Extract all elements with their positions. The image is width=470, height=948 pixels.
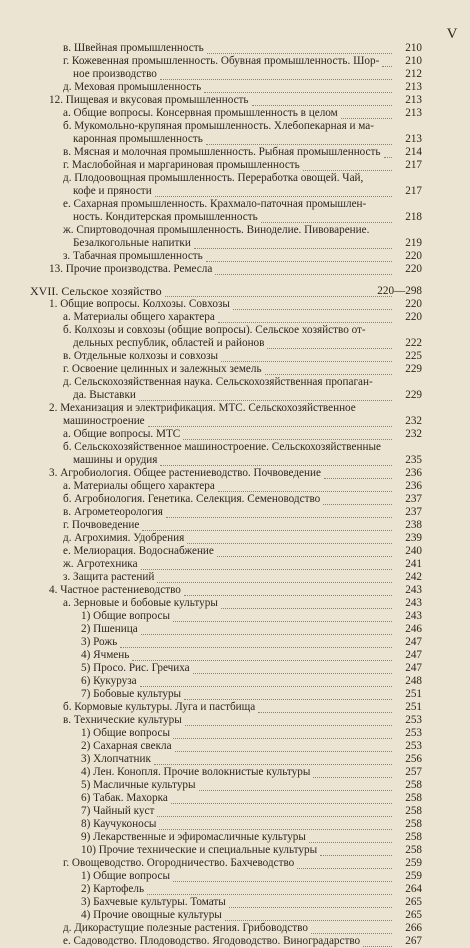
toc-entry — [0, 584, 470, 597]
toc-entry — [0, 224, 470, 237]
toc-entry — [0, 571, 470, 584]
toc-page-number: 264 — [405, 883, 422, 895]
toc-entry-title: XVII. Сельское хозяйство — [30, 284, 162, 298]
dotted-leader — [217, 556, 392, 557]
toc-entry-title: а. Материалы общего характера — [63, 311, 215, 323]
toc-entry-title: кофе и пряности — [73, 185, 152, 197]
toc-entry — [0, 94, 470, 107]
toc-page-number: 256 — [405, 753, 422, 765]
toc-entry-title: 8) Каучуконосы — [81, 818, 157, 830]
toc-page-number: 220 — [405, 298, 422, 310]
dotted-leader — [160, 79, 392, 80]
toc-entry — [0, 441, 470, 454]
toc-entry-title: 1) Общие вопросы — [81, 870, 170, 882]
dotted-leader — [173, 738, 392, 739]
dotted-leader — [132, 660, 392, 661]
dotted-leader — [142, 530, 392, 531]
toc-page-number: 213 — [405, 133, 422, 145]
page-number: V — [446, 26, 458, 42]
toc-entry — [0, 298, 470, 311]
toc-page-number: 258 — [405, 779, 422, 791]
dotted-leader — [193, 673, 392, 674]
dotted-leader — [160, 465, 392, 466]
toc-entry — [0, 133, 470, 146]
toc-page-number: 253 — [405, 727, 422, 739]
toc-page-number: 258 — [405, 792, 422, 804]
toc-entry — [0, 350, 470, 363]
toc-page-number: 239 — [405, 532, 422, 544]
toc-entry-title: ность. Кондитерская промышленность — [73, 211, 258, 223]
dotted-leader — [265, 374, 392, 375]
dotted-leader — [303, 170, 392, 171]
toc-entry — [0, 402, 470, 415]
toc-page-number: 219 — [405, 237, 422, 249]
toc-entry-title: 3) Хлопчатник — [81, 753, 151, 765]
toc-page-number: 258 — [405, 831, 422, 843]
dotted-leader — [225, 920, 392, 921]
toc-page-number: 213 — [405, 94, 422, 106]
toc-entry-title: г. Овощеводство. Огородничество. Бахчеводство — [63, 857, 295, 869]
toc-entry-title: е. Мелиорация. Водоснабжение — [63, 545, 214, 557]
dotted-leader — [120, 647, 392, 648]
toc-entry — [0, 493, 470, 506]
toc-page-number: 251 — [405, 688, 422, 700]
toc-entry-title: 7) Бобовые культуры — [81, 688, 182, 700]
dotted-leader — [157, 582, 392, 583]
dotted-leader — [141, 569, 392, 570]
toc-entry-title: б. Агробиология. Генетика. Селекция. Семеноводство — [63, 493, 321, 505]
toc-entry — [0, 623, 470, 636]
toc-entry — [0, 389, 470, 402]
toc-section-row — [0, 285, 470, 298]
toc-entry-title: 3. Агробиология. Общее растениеводство. Почвоведение — [49, 467, 321, 479]
toc-page-number: 232 — [405, 428, 422, 440]
toc-entry — [0, 211, 470, 224]
toc-entry-title: 10) Прочие технические и специальные культуры — [81, 844, 318, 856]
toc-page-number: 242 — [405, 571, 422, 583]
dotted-leader — [171, 803, 392, 804]
toc-entry — [0, 337, 470, 350]
toc-entry — [0, 55, 470, 68]
toc-page-number: 236 — [405, 467, 422, 479]
toc-entry — [0, 792, 470, 805]
dotted-leader — [267, 348, 392, 349]
toc-entry — [0, 597, 470, 610]
toc-entry-title: Безалкогольные напитки — [73, 237, 191, 249]
toc-page-number: 217 — [405, 159, 422, 171]
dotted-leader — [199, 790, 392, 791]
toc-entry-title: в. Технические культуры — [63, 714, 182, 726]
toc-page-number: 222 — [405, 337, 422, 349]
toc-page-number: 217 — [405, 185, 422, 197]
toc-entry — [0, 831, 470, 844]
dotted-leader — [252, 105, 392, 106]
toc-entry — [0, 311, 470, 324]
dotted-leader — [206, 261, 392, 262]
dotted-leader — [194, 248, 392, 249]
toc-entry — [0, 922, 470, 935]
toc-page-number: 247 — [405, 636, 422, 648]
toc-entry-title: 3) Рожь — [81, 636, 118, 648]
toc-page-number: 237 — [405, 506, 422, 518]
toc-entry — [0, 740, 470, 753]
toc-entry-title: д. Сельскохозяйственная наука. Сельскохозяйственная пропаган- — [63, 376, 373, 388]
dotted-leader — [165, 296, 392, 297]
toc-page-number: 259 — [405, 857, 422, 869]
toc-page-number: 257 — [405, 766, 422, 778]
toc-entry-title: машиностроение — [63, 415, 145, 427]
toc-entry — [0, 688, 470, 701]
toc-page-number: 258 — [405, 818, 422, 830]
toc-entry — [0, 532, 470, 545]
toc-page-number: 246 — [405, 623, 422, 635]
toc-entry-title: дельных республик, областей и районов — [73, 337, 265, 349]
toc-entry — [0, 120, 470, 133]
toc-page-number: 213 — [405, 107, 422, 119]
toc-entry — [0, 818, 470, 831]
dotted-leader — [141, 634, 392, 635]
toc-entry-title: б. Кормовые культуры. Луга и пастбища — [63, 701, 256, 713]
toc-entry-title: 6) Табак. Махорка — [81, 792, 168, 804]
dotted-leader — [218, 491, 392, 492]
toc-entry-title: ж. Агротехника — [63, 558, 138, 570]
toc-entry-title: в. Мясная и молочная промышленность. Рыбная промышленность — [63, 146, 381, 158]
toc-entry-title: а. Общие вопросы. МТС — [63, 428, 181, 440]
toc-entry-title: 5) Просо. Рис. Гречиха — [81, 662, 190, 674]
dotted-leader — [258, 712, 392, 713]
toc-entry-title: 7) Чайный куст — [81, 805, 155, 817]
toc-entry-title: 9) Лекарственные и эфиромасличные культуры — [81, 831, 306, 843]
toc-entry-title: ж. Спиртоводочная промышленность. Виноделие. Пивоварение. — [63, 224, 370, 236]
toc-entry-title: ное производство — [73, 68, 157, 80]
toc-entry-title: в. Агрометеорология — [63, 506, 163, 518]
dotted-leader — [382, 66, 392, 67]
toc-entry — [0, 545, 470, 558]
dotted-leader — [139, 400, 392, 401]
toc-page-number: 240 — [405, 545, 422, 557]
toc-entry — [0, 779, 470, 792]
toc-entry-title: в. Швейная промышленность — [63, 42, 204, 54]
toc-page-number: 265 — [405, 909, 422, 921]
dotted-leader — [204, 92, 392, 93]
toc-page-number: 210 — [405, 55, 422, 67]
toc-entry — [0, 363, 470, 376]
dotted-leader — [233, 309, 392, 310]
toc-entry — [0, 610, 470, 623]
toc-entry — [0, 107, 470, 120]
toc-entry — [0, 805, 470, 818]
toc-entry-title: 4. Частное растениеводство — [49, 584, 181, 596]
toc-page-number: 243 — [405, 584, 422, 596]
dotted-leader — [324, 478, 392, 479]
toc-entry — [0, 172, 470, 185]
dotted-leader — [166, 517, 392, 518]
toc-entry — [0, 324, 470, 337]
toc-page-number: 214 — [405, 146, 422, 158]
toc-entry-title: 3) Бахчевые культуры. Томаты — [81, 896, 226, 908]
toc-entry — [0, 857, 470, 870]
toc-entry — [0, 185, 470, 198]
toc-entry-title: 5) Масличные культуры — [81, 779, 196, 791]
toc-entry-title: г. Почвоведение — [63, 519, 140, 531]
toc-page-number: 213 — [405, 81, 422, 93]
toc-entry-title: з. Защита растений — [63, 571, 155, 583]
toc-entry — [0, 883, 470, 896]
dotted-leader — [183, 439, 392, 440]
dotted-leader — [147, 894, 392, 895]
toc-entry — [0, 263, 470, 276]
dotted-leader — [184, 699, 392, 700]
toc-entry — [0, 870, 470, 883]
toc-entry-title: е. Сахарная промышленность. Крахмало-паточная промышлен- — [63, 198, 367, 210]
toc-entry-title: г. Освоение целинных и залежных земель — [63, 363, 262, 375]
toc-page-number: 248 — [405, 675, 422, 687]
toc-entry — [0, 519, 470, 532]
dotted-leader — [384, 157, 392, 158]
dotted-leader — [215, 274, 392, 275]
toc-entry-title: каронная промышленность — [73, 133, 203, 145]
toc-entry-title: з. Табачная промышленность — [63, 250, 203, 262]
toc-entry-title: машины и орудия — [73, 454, 158, 466]
toc-entry-title: да. Выставки — [73, 389, 136, 401]
toc-entry-title: д. Плодоовощная промышленность. Переработка овощей. Чай, — [63, 172, 364, 184]
toc-entry — [0, 675, 470, 688]
toc-entry-title: 2) Пшеница — [81, 623, 138, 635]
toc-page-number: 225 — [405, 350, 422, 362]
toc-page-number: 247 — [405, 662, 422, 674]
dotted-leader — [221, 361, 392, 362]
toc-page-number: 243 — [405, 597, 422, 609]
dotted-leader — [297, 868, 392, 869]
dotted-leader — [140, 686, 392, 687]
toc-entry-title: 4) Прочие овощные культуры — [81, 909, 222, 921]
toc-page-number: 236 — [405, 480, 422, 492]
toc-entry-title: б. Колхозы и совхозы (общие вопросы). Сельское хозяйство от- — [63, 324, 366, 336]
toc-entry-title: 6) Кукуруза — [81, 675, 137, 687]
toc-entry-title: д. Меховая промышленность — [63, 81, 202, 93]
dotted-leader — [207, 53, 392, 54]
toc-entry-title: б. Мукомольно-крупяная промышленность. Хлебопекарная и ма- — [63, 120, 374, 132]
toc-page-number: 212 — [405, 68, 422, 80]
toc-entry-title: 2. Механизация и электрификация. МТС. Сельскохозяйственное — [49, 402, 356, 414]
toc-entry — [0, 558, 470, 571]
toc-entry — [0, 727, 470, 740]
toc-entry — [0, 428, 470, 441]
toc-page-number: 220 — [405, 311, 422, 323]
toc-entry-title: 13. Прочие производства. Ремесла — [49, 263, 213, 275]
dotted-leader — [229, 907, 392, 908]
toc-entry-title: 1. Общие вопросы. Колхозы. Совхозы — [49, 298, 230, 310]
dotted-leader — [187, 543, 392, 544]
toc-entry — [0, 896, 470, 909]
toc-entry — [0, 68, 470, 81]
toc-page-number: 253 — [405, 714, 422, 726]
toc-entry — [0, 376, 470, 389]
dotted-leader — [154, 764, 392, 765]
toc-entry — [0, 250, 470, 263]
toc-entry — [0, 844, 470, 857]
toc-entry — [0, 766, 470, 779]
toc-page-number: 247 — [405, 649, 422, 661]
toc-entry — [0, 454, 470, 467]
toc-entry-title: 1) Общие вопросы — [81, 727, 170, 739]
dotted-leader — [218, 322, 392, 323]
dotted-leader — [148, 426, 392, 427]
toc-entry — [0, 480, 470, 493]
dotted-leader — [313, 777, 392, 778]
toc-entry-title: д. Агрохимия. Удобрения — [63, 532, 185, 544]
dotted-leader — [175, 751, 392, 752]
toc-entry — [0, 636, 470, 649]
toc-entry — [0, 146, 470, 159]
toc-entry-title: 2) Картофель — [81, 883, 145, 895]
toc-entry-title: д. Дикорастущие полезные растения. Грибоводство — [63, 922, 308, 934]
toc-page-number: 267 — [405, 935, 422, 947]
toc-page-number: 232 — [405, 415, 422, 427]
toc-page-number: 253 — [405, 740, 422, 752]
toc-entry-title: 4) Ячмень — [81, 649, 130, 661]
toc-page-number: 258 — [405, 844, 422, 856]
toc-page-number: 229 — [405, 389, 422, 401]
toc-page-number: 210 — [405, 42, 422, 54]
toc-entry — [0, 701, 470, 714]
toc-entry — [0, 506, 470, 519]
toc-entry — [0, 753, 470, 766]
toc-entry — [0, 415, 470, 428]
toc-entry — [0, 237, 470, 250]
toc-page-number: 220—298 — [377, 285, 422, 297]
toc-entry-title: е. Садоводство. Плодоводство. Ягодоводство. Виноградарство — [63, 935, 361, 947]
dotted-leader — [341, 118, 392, 119]
toc-page-number: 259 — [405, 870, 422, 882]
toc-entry — [0, 649, 470, 662]
dotted-leader — [221, 608, 392, 609]
table-of-contents — [0, 42, 470, 948]
toc-entry-title: 12. Пищевая и вкусовая промышленность — [49, 94, 249, 106]
dotted-leader — [323, 504, 392, 505]
dotted-leader — [173, 621, 392, 622]
toc-page-number: 241 — [405, 558, 422, 570]
toc-page-number: 251 — [405, 701, 422, 713]
toc-entry-title: 1) Общие вопросы — [81, 610, 170, 622]
toc-entry — [0, 935, 470, 948]
toc-entry-title: 2) Сахарная свекла — [81, 740, 172, 752]
toc-page-number: 258 — [405, 805, 422, 817]
toc-entry-title: а. Материалы общего характера — [63, 480, 215, 492]
toc-page-number: 218 — [405, 211, 422, 223]
toc-entry — [0, 159, 470, 172]
dotted-leader — [157, 816, 392, 817]
dotted-leader — [261, 222, 392, 223]
dotted-leader — [309, 842, 392, 843]
toc-entry — [0, 81, 470, 94]
toc-entry — [0, 909, 470, 922]
toc-entry — [0, 467, 470, 480]
dotted-leader — [320, 855, 392, 856]
dotted-leader — [159, 829, 392, 830]
toc-entry-title: а. Зерновые и бобовые культуры — [63, 597, 218, 609]
toc-entry — [0, 662, 470, 675]
toc-page-number: 220 — [405, 263, 422, 275]
toc-page-number: 238 — [405, 519, 422, 531]
toc-entry — [0, 714, 470, 727]
dotted-leader — [155, 196, 392, 197]
toc-entry-title: а. Общие вопросы. Консервная промышленность в целом — [63, 107, 338, 119]
toc-page-number: 266 — [405, 922, 422, 934]
toc-page-number: 229 — [405, 363, 422, 375]
toc-page-number: 265 — [405, 896, 422, 908]
toc-page-number: 237 — [405, 493, 422, 505]
toc-entry-title: г. Кожевенная промышленность. Обувная промышленность. Шор- — [63, 55, 380, 67]
dotted-leader — [184, 595, 392, 596]
toc-page-number: 220 — [405, 250, 422, 262]
dotted-leader — [206, 144, 392, 145]
toc-entry-title: 4) Лен. Конопля. Прочие волокнистые культуры — [81, 766, 311, 778]
toc-entry-title: в. Отдельные колхозы и совхозы — [63, 350, 219, 362]
toc-entry-title: г. Маслобойная и маргариновая промышленность — [63, 159, 300, 171]
toc-page-number: 235 — [405, 454, 422, 466]
dotted-leader — [311, 933, 392, 934]
dotted-leader — [173, 881, 392, 882]
dotted-leader — [363, 946, 392, 947]
toc-entry — [0, 198, 470, 211]
toc-page-number: 243 — [405, 610, 422, 622]
toc-entry-title: б. Сельскохозяйственное машиностроение. Сельскохозяйственные — [63, 441, 381, 453]
dotted-leader — [185, 725, 392, 726]
toc-entry — [0, 42, 470, 55]
